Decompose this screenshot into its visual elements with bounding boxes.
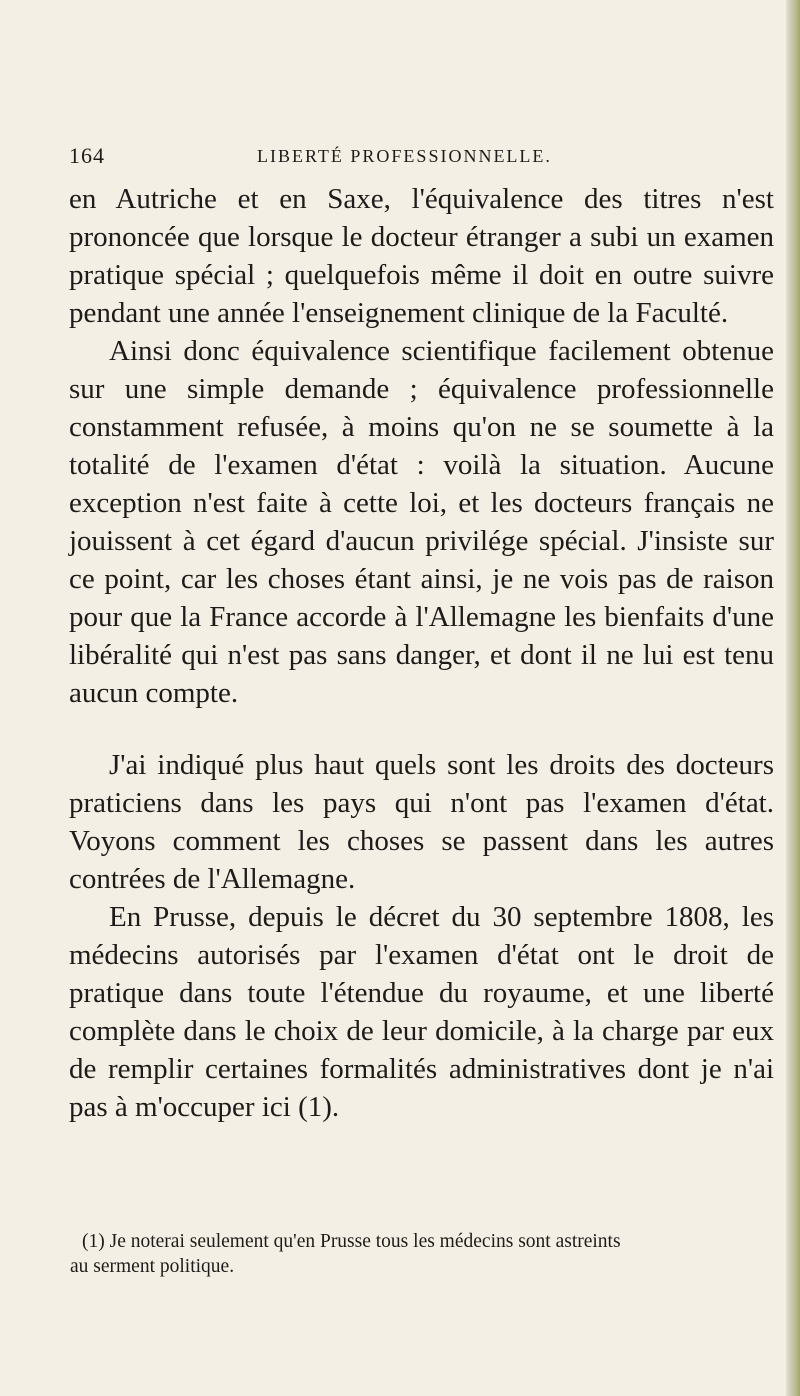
footnote-line-2: au serment politique. xyxy=(70,1256,235,1277)
footnote xyxy=(70,1229,772,1279)
paragraph-3: J'ai indiqué plus haut quels sont les droits des docteurs praticiens dans les pays qui n'ont pas l'examen d'état. Voyons comment les choses se passent dans les autres contrées de l'Allemagne. xyxy=(69,749,774,895)
page-edge-shadow xyxy=(786,0,800,1396)
page-number: 164 xyxy=(69,143,105,168)
running-head xyxy=(69,141,769,171)
paragraph-4: En Prusse, depuis le décret du 30 septembre 1808, les médecins autorisés par l'examen d'état ont le droit de pratique dans toute l'étendue du royaume, et une liberté complète dans le choix de leur domicile, à la charge par eux de remplir certaines formalités administratives dont je n'ai pas à m'occuper ici (1). xyxy=(69,901,774,1123)
paragraph-1: en Autriche et en Saxe, l'équivalence des titres n'est prononcée que lorsque le docteur étranger a subi un examen pratique spécial ; quelquefois même il doit en outre suivre pendant une année l'enseignement clinique de la Faculté. xyxy=(69,183,774,329)
running-head-title: LIBERTÉ PROFESSIONNELLE. xyxy=(257,146,552,166)
body-text xyxy=(69,180,774,1126)
footnote-line-1: (1) Je noterai seulement qu'en Prusse tous les médecins sont astreints xyxy=(82,1231,621,1252)
paragraph-2: Ainsi donc équivalence scientifique facilement obtenue sur une simple demande ; équivalence professionnelle constamment refusée, à moins qu'on ne se soumette à la totalité de l'examen d'état : voilà la situation. Aucune exception n'est faite à cette loi, et les docteurs français ne jouissent à cet égard d'aucun privilége spécial. J'insiste sur ce point, car les choses étant ainsi, je ne vois pas de raison pour que la France accorde à l'Allemagne les bienfaits d'une libéralité qui n'est pas sans danger, et dont il ne lui est tenu aucun compte. xyxy=(69,335,774,709)
